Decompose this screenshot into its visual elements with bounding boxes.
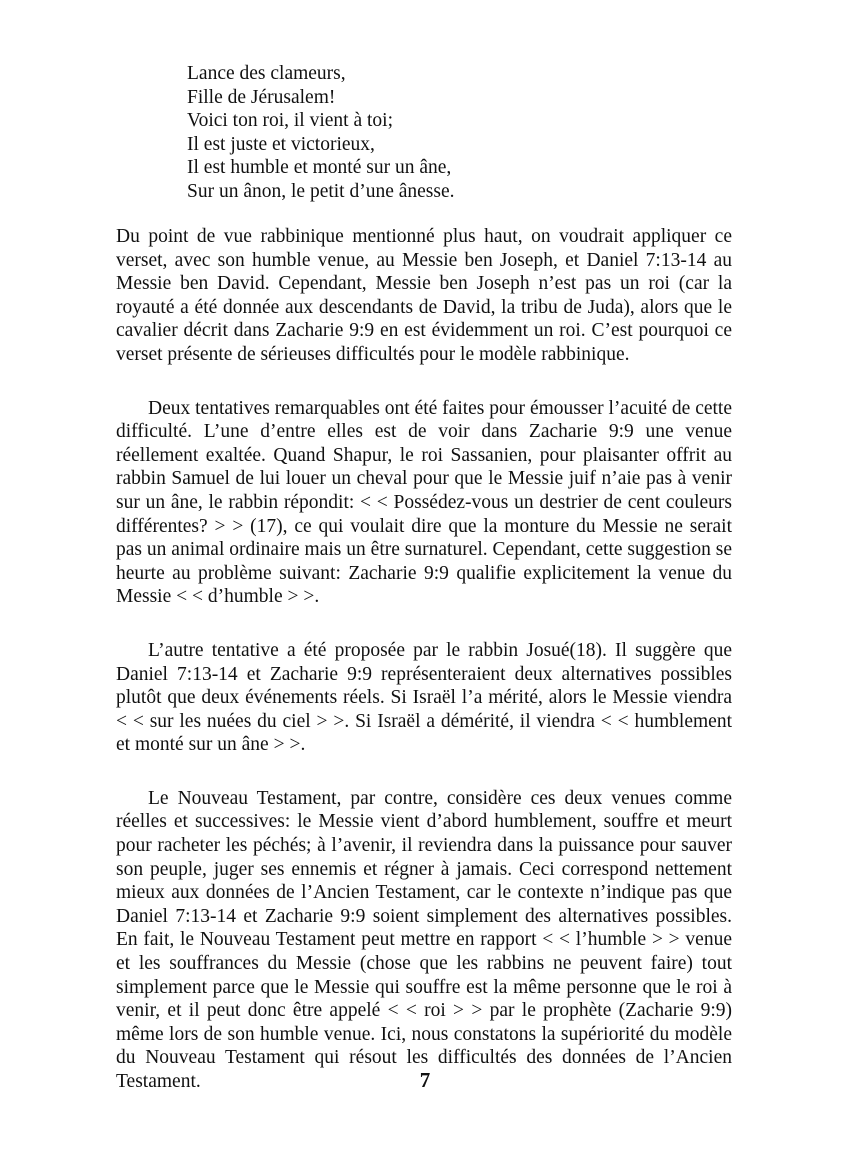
body-text [116,225,732,1124]
poem-line: Sur un ânon, le petit d’une ânesse. [187,180,455,202]
poem-quote [187,62,627,204]
paragraph-rabbi-joshua: L’autre tentative a été proposée par le rabbin Josué(18). Il suggère que Daniel 7:13-14 et Zacharie 9:9 représenteraient deux alternatives possibles plutôt que deux événements réels. Si Israël l’a mérité, alors le Messie viendra < < sur les nuées du ciel > >. Si Israël a démérité, il viendra < < humblement et monté sur un âne > >. [116,639,732,756]
poem-line: Il est juste et victorieux, [187,133,375,155]
poem-line: Voici ton roi, il vient à toi; [187,110,393,132]
poem-line: Fille de Jérusalem! [187,86,336,108]
page-number: 7 [419,1068,431,1092]
paragraph-rabbinic-view: Du point de vue rabbinique mentionné plus haut, on voudrait appliquer ce verset, avec son humble venue, au Messie ben Joseph, et Daniel 7:13-14 au Messie ben David. Cependant, Messie ben Joseph n’est pas un roi (car la royauté a été donnée aux descendants de David, la tribu de Juda), alors que le cavalier décrit dans Zacharie 9:9 en est évidemment un roi. C’est pourquoi ce verset présente de sérieuses difficultés pour le modèle rabbinique. [116,226,732,365]
poem-line: Il est humble et monté sur un âne, [187,157,452,179]
paragraph-new-testament: Le Nouveau Testament, par contre, considère ces deux venues comme réelles et successives: le Messie vient d’abord humblement, souffre et meurt pour racheter les péchés; à l’avenir, il reviendra dans la puissance pour sauver son peuple, juger ses ennemis et régner à jamais. Ceci correspond nettement mieux aux données de l’Ancien Testament, car le contexte n’indique pas que Daniel 7:13-14 et Zacharie 9:9 soient simplement des alternatives possibles. En fait, le Nouveau Testament peut mettre en rapport < < l’humble > > venue et les souffrances du Messie (chose que les rabbins ne peuvent faire) tout simplement parce que le Messie qui souffre est la même personne que le roi à venir, et il peut donc être appelé < < roi > > par le prophète (Zacharie 9:9) même lors de son humble venue. Ici, nous constatons la supériorité du modèle du Nouveau Testament qui résout les difficultés des données de l’Ancien Testament. [116,787,732,1092]
poem-line: Lance des clameurs, [187,63,346,84]
paragraph-two-attempts: Deux tentatives remarquables ont été faites pour émousser l’acuité de cette difficulté. L’une d’entre elles est de voir dans Zacharie 9:9 une venue réellement exaltée. Quand Shapur, le roi Sassanien, pour plaisanter offrit au rabbin Samuel de lui louer un cheval pour que le Messie juif n’aie pas à venir sur un âne, le rabbin répondit: < < Possédez-vous un destrier de cent couleurs différentes? > > (17), ce qui voulait dire que la monture du Messie ne serait pas un animal ordinaire mais un être surnaturel. Cependant, cette suggestion se heurte au problème suivant: Zacharie 9:9 qualifie explicitement la venue du Messie < < d’humble > >. [116,397,732,608]
